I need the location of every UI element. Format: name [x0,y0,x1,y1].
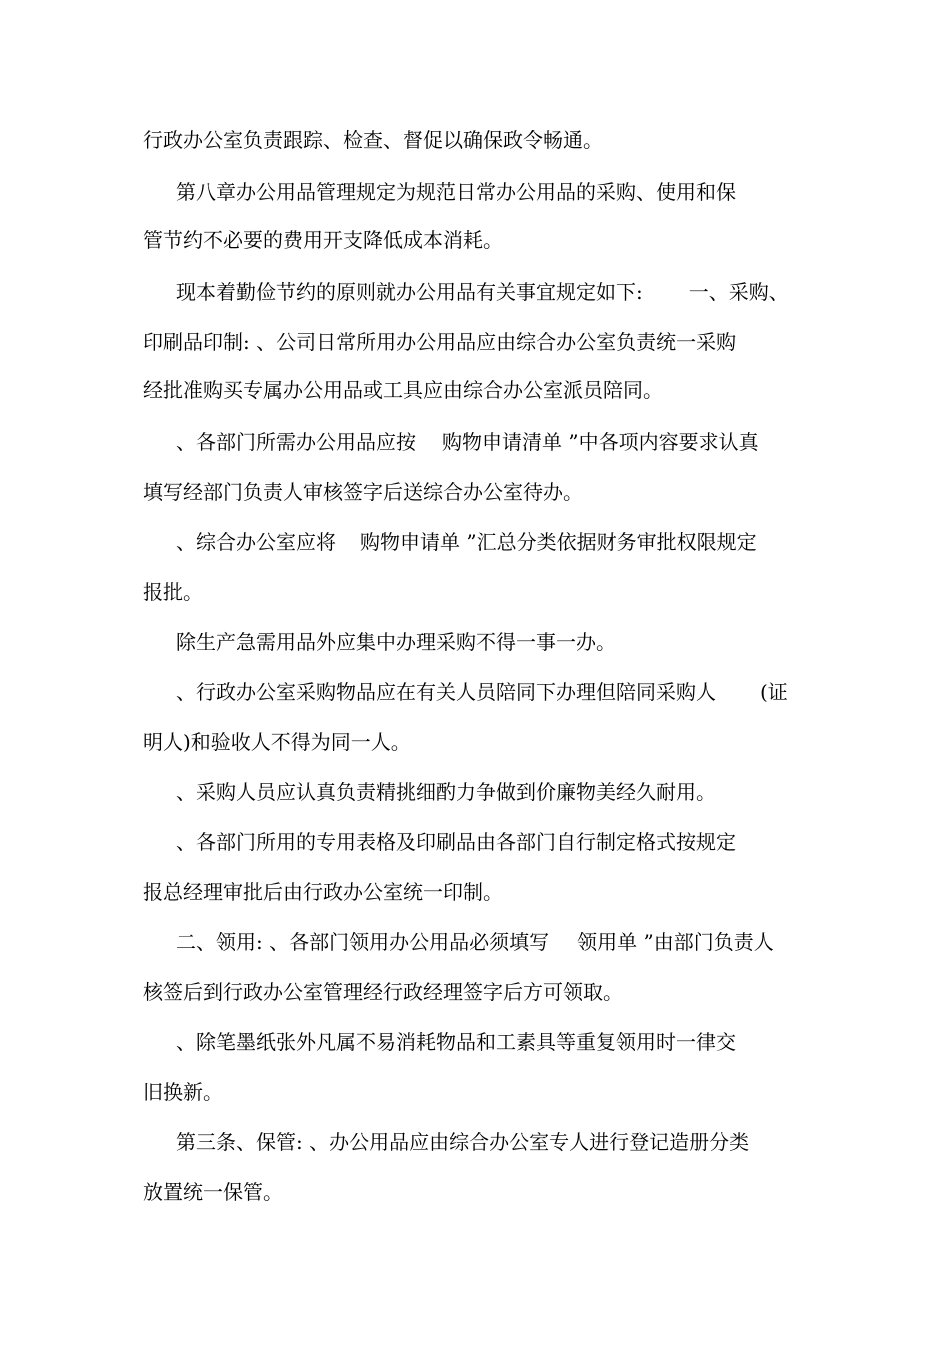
text-segment: 购物申请清单 ”中各项内容要求认真 [442,430,759,454]
text-segment: 放置统一保管。 [143,1180,283,1204]
text-segment: 核签后到行政办公室管理经行政经理签字后方可领取。 [143,980,623,1004]
text-segment: 第三条、保管: 、办公用品应由综合办公室专人进行登记造册分类 [176,1130,750,1154]
text-line [176,280,789,304]
text-segment: 一、采购、 [688,280,789,304]
text-segment: 第八章办公用品管理规定为规范日常办公用品的采购、使用和保 [176,180,736,204]
text-line [143,128,603,152]
text-line [176,1030,736,1054]
text-line [143,330,736,354]
text-segment: 除生产急需用品外应集中办理采购不得一事一办。 [176,630,616,654]
text-line [143,580,203,604]
text-line [176,1130,749,1154]
text-line [143,480,583,504]
text-segment: 购物申请单 ”汇总分类依据财务审批权限规定 [360,530,757,554]
text-segment: 报总经理审批后由行政办公室统一印制。 [143,880,503,904]
text-line [176,430,759,454]
text-line [143,1180,283,1204]
text-line [176,180,736,204]
text-line [176,830,736,854]
text-line [143,980,623,1004]
text-line [176,780,716,804]
text-segment: 、除笔墨纸张外凡属不易消耗物品和工素具等重复领用时一律交 [176,1030,736,1054]
text-line [176,680,788,704]
text-segment: 明人)和验收人不得为同一人。 [143,730,411,754]
text-line [176,930,774,954]
text-segment: 、综合办公室应将 [176,530,336,554]
text-line [143,378,663,402]
text-segment: 领用单 ”由部门负责人 [577,930,774,954]
text-line [143,880,503,904]
text-segment: 报批。 [143,580,203,604]
text-line [143,1080,223,1104]
text-segment: 、各部门所用的专用表格及印刷品由各部门自行制定格式按规定 [176,830,736,854]
text-segment: 印刷品印制: 、公司日常所用办公用品应由综合办公室负责统一采购 [143,330,737,354]
text-segment: 旧换新。 [143,1080,223,1104]
text-segment: 现本着勤俭节约的原则就办公用品有关事宜规定如下: [176,280,643,304]
text-segment: 、各部门所需办公用品应按 [176,430,416,454]
text-segment: 填写经部门负责人审核签字后送综合办公室待办。 [143,480,583,504]
text-line [143,730,411,754]
text-line [176,630,616,654]
text-segment: 管节约不必要的费用开支降低成本消耗。 [143,228,503,252]
text-segment: 经批准购买专属办公用品或工具应由综合办公室派员陪同。 [143,378,663,402]
text-segment: 行政办公室负责跟踪、检查、督促以确保政令畅通。 [143,128,603,152]
text-segment: 、采购人员应认真负责精挑细酌力争做到价廉物美经久耐用。 [176,780,716,804]
text-segment: 二、领用: 、各部门领用办公用品必须填写 [176,930,550,954]
text-line [176,530,757,554]
text-segment: (证 [760,680,788,704]
text-line [143,228,503,252]
text-segment: 、行政办公室采购物品应在有关人员陪同下办理但陪同采购人 [176,680,716,704]
